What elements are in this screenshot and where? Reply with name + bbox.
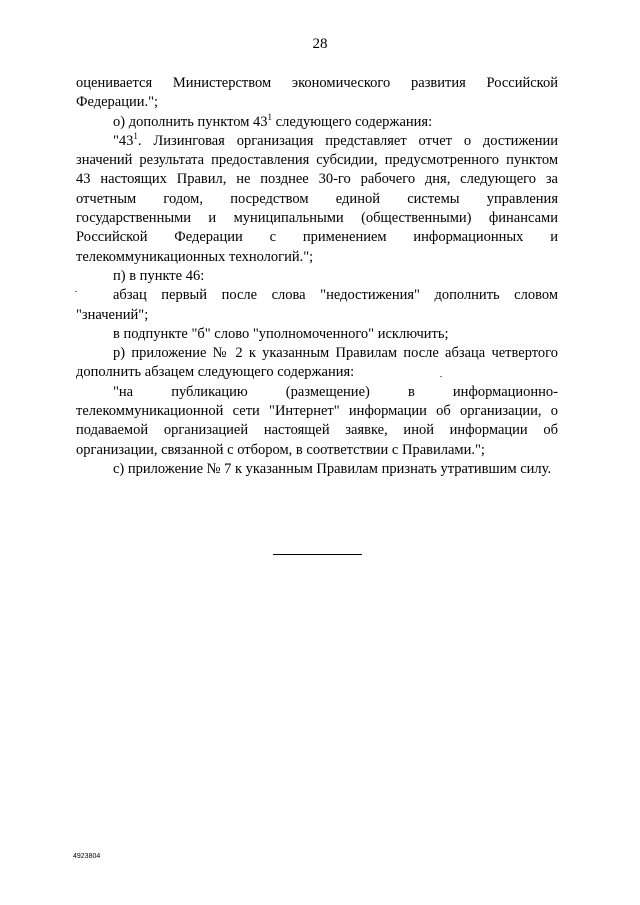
paragraph-point-43-1 [76, 132, 558, 267]
paragraph-abzac-first: абзац первый после слова "недостижения" дополнить словом "значений"; [76, 287, 558, 323]
paragraph-text: . Лизинговая организация представляет отчет о достижении значений результата предоставления субсидии, предусмотренного пунктом 43 настоящих Правил, не позднее 30-го рабочего дня, следующего за отчетным годом, посредством единой системы управления государственными и муниципальными (общественными) финансами Российской Федерации с применением информационных и телекоммуникационных технологий."; [76, 132, 558, 265]
paragraph-item-s: с) приложение № 7 к указанным Правилам признать утратившим силу. [113, 460, 552, 477]
scan-speck [440, 376, 442, 377]
document-body [76, 74, 558, 479]
superscript: 1 [133, 130, 138, 141]
paragraph-text: о) дополнить пунктом 43 [113, 113, 268, 130]
paragraph-text: следующего содержания: [272, 113, 433, 130]
paragraph-internet-publication: "на публикацию (размещение) в информационно-телекоммуникационной сети "Интернет" информации об организации, о подаваемой организацией настоящей заявке, иной информации об организации, связанной с отбором, в соответствии с Правилами."; [76, 383, 558, 458]
paragraph-text: "43 [113, 132, 134, 149]
end-divider [273, 554, 362, 555]
paragraph-item-r: р) приложение № 2 к указанным Правилам после абзаца четвертого дополнить абзацем следующего содержания: [76, 345, 558, 381]
page-number: 28 [312, 36, 328, 52]
paragraph-item-p: п) в пункте 46: [113, 267, 205, 284]
scan-speck [75, 291, 77, 292]
superscript: 1 [267, 111, 273, 122]
paragraph-subpoint-b: в подпункте "б" слово "уполномоченного" исключить; [113, 325, 449, 342]
paragraph-item-o [76, 113, 558, 132]
paragraph-continuation: оценивается Министерством экономического развития Российской Федерации."; [76, 75, 558, 111]
document-code: 4923804 [73, 853, 101, 860]
